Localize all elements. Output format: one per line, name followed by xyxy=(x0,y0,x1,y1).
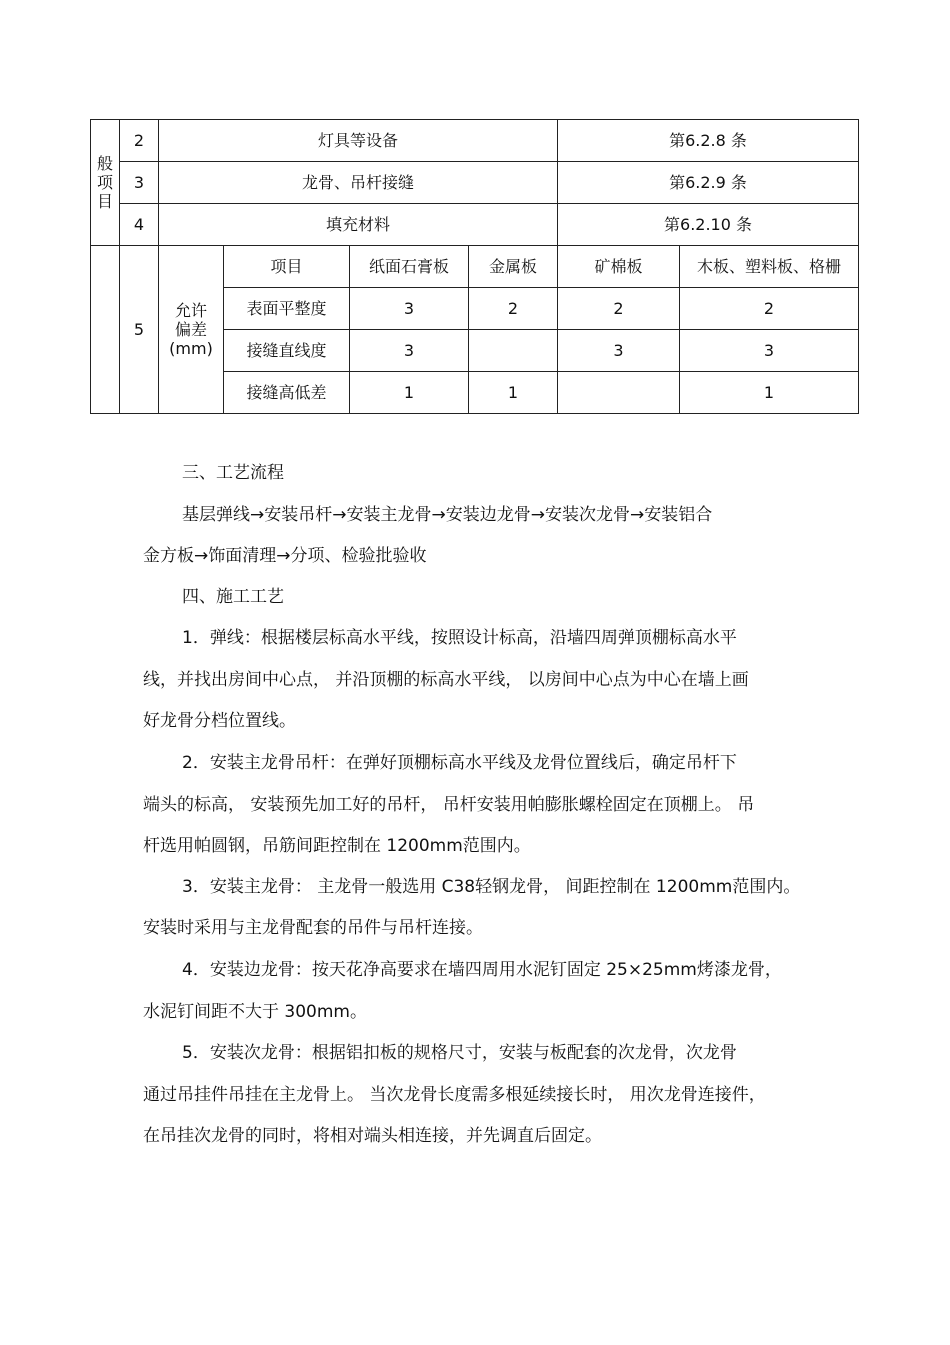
column-header: 项目 xyxy=(224,246,350,288)
tolerance-item: 接缝直线度 xyxy=(224,330,350,372)
step-line: 安装时采用与主龙骨配套的吊件与吊杆连接。 xyxy=(143,918,483,938)
column-header: 矿棉板 xyxy=(558,246,680,288)
row-item: 灯具等设备 xyxy=(159,120,558,162)
row-reference: 第6.2.8 条 xyxy=(558,120,859,162)
column-header: 纸面石膏板 xyxy=(350,246,469,288)
tolerance-item: 接缝高低差 xyxy=(224,372,350,414)
table-cell xyxy=(558,372,680,414)
row-item: 填充材料 xyxy=(159,204,558,246)
step-line: 水泥钉间距不大于 300mm。 xyxy=(143,1002,367,1022)
row-reference: 第6.2.9 条 xyxy=(558,162,859,204)
table-row xyxy=(91,120,859,162)
section-heading-construction: 四、施工工艺 xyxy=(182,587,284,607)
column-header: 金属板 xyxy=(469,246,558,288)
table-cell: 3 xyxy=(558,330,680,372)
table-cell xyxy=(469,330,558,372)
step-line: 端头的标高， 安装预先加工好的吊杆， 吊杆安装用帕膨胀螺栓固定在顶棚上。 吊 xyxy=(143,795,755,815)
table-cell: 3 xyxy=(350,288,469,330)
step-line: 通过吊挂件吊挂在主龙骨上。 当次龙骨长度需多根延续接长时， 用次龙骨连接件， xyxy=(143,1085,766,1105)
row-number: 4 xyxy=(120,204,159,246)
row-reference: 第6.2.10 条 xyxy=(558,204,859,246)
row-item: 龙骨、吊杆接缝 xyxy=(159,162,558,204)
step-line: 5．安装次龙骨：根据铝扣板的规格尺寸，安装与板配套的次龙骨，次龙骨 xyxy=(182,1043,737,1063)
table-row xyxy=(91,246,859,288)
section-heading-process: 三、工艺流程 xyxy=(182,463,284,483)
step-line: 好龙骨分档位置线。 xyxy=(143,711,296,731)
step-line: 线，并找出房间中心点， 并沿顶棚的标高水平线， 以房间中心点为中心在墙上画 xyxy=(143,670,749,690)
acceptance-table xyxy=(90,119,859,414)
process-line: 金方板→饰面清理→分项、检验批验收 xyxy=(143,546,427,566)
step-line: 2．安装主龙骨吊杆：在弹好顶棚标高水平线及龙骨位置线后，确定吊杆下 xyxy=(182,753,737,773)
table-cell: 2 xyxy=(558,288,680,330)
step-line: 3．安装主龙骨： 主龙骨一般选用 C38轻钢龙骨， 间距控制在 1200mm范围内。 xyxy=(182,877,801,897)
row-number: 2 xyxy=(120,120,159,162)
table-cell: 1 xyxy=(469,372,558,414)
table-cell: 2 xyxy=(680,288,859,330)
tolerance-item: 表面平整度 xyxy=(224,288,350,330)
row-number: 5 xyxy=(120,246,159,414)
row-number: 3 xyxy=(120,162,159,204)
empty-cell xyxy=(91,246,120,414)
general-items-label: 般 项 目 xyxy=(91,120,120,246)
table-cell: 3 xyxy=(680,330,859,372)
step-line: 1．弹线：根据楼层标高水平线，按照设计标高，沿墙四周弹顶棚标高水平 xyxy=(182,628,737,648)
step-line: 在吊挂次龙骨的同时，将相对端头相连接，并先调直后固定。 xyxy=(143,1126,602,1146)
column-header: 木板、塑料板、格栅 xyxy=(680,246,859,288)
tolerance-label: 允许 偏差 (mm) xyxy=(159,246,224,414)
table-row xyxy=(91,162,859,204)
step-line: 4．安装边龙骨：按天花净高要求在墙四周用水泥钉固定 25×25mm烤漆龙骨， xyxy=(182,960,782,980)
table-cell: 1 xyxy=(680,372,859,414)
table-cell: 2 xyxy=(469,288,558,330)
table-row xyxy=(91,204,859,246)
table-cell: 1 xyxy=(350,372,469,414)
step-line: 杆选用帕圆钢，吊筋间距控制在 1200mm范围内。 xyxy=(143,836,531,856)
table-cell: 3 xyxy=(350,330,469,372)
process-line: 基层弹线→安装吊杆→安装主龙骨→安装边龙骨→安装次龙骨→安装铝合 xyxy=(182,505,713,525)
